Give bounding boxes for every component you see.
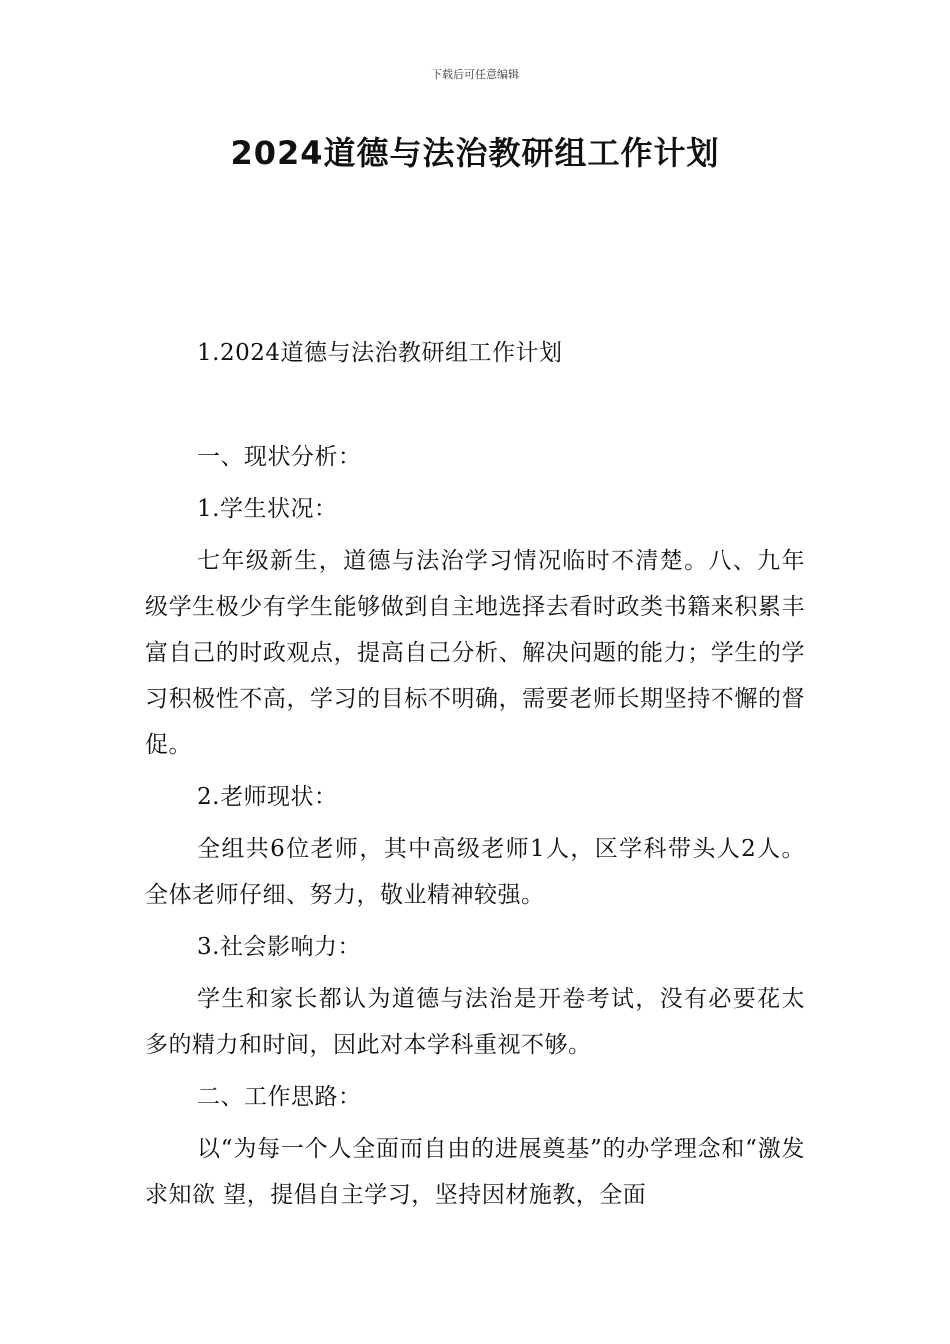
document-body (145, 330, 805, 1224)
paragraph: 七年级新生，道德与法治学习情况临时不清楚。八、九年级学生极少有学生能够做到自主地选择去看时政类书籍来积累丰富自己的时政观点，提高自己分析、解决问题的能力；学生的学习积极性不高，学习的目标不明确，需要老师长期坚持不懈的督促。 (145, 548, 805, 758)
subsection-heading: 3.社会影响力： (197, 934, 361, 960)
header-note: 下载后可任意编辑 (431, 68, 519, 81)
subsection-heading: 1.学生状况： (197, 496, 338, 522)
document-title: 2024道德与法治教研组工作计划 (230, 134, 720, 172)
section-heading: 二、工作思路： (197, 1084, 362, 1110)
paragraph: 全组共6位老师，其中高级老师1人，区学科带头人2人。全体老师仔细、努力，敬业精神较强。 (145, 836, 805, 908)
subsection-heading: 2.老师现状： (197, 784, 338, 810)
paragraph: 以“为每一个人全面而自由的进展奠基”的办学理念和“激发求知欲 望，提倡自主学习，坚持因材施教，全面 (145, 1136, 805, 1208)
toc-entry: 1.2024道德与法治教研组工作计划 (197, 340, 563, 366)
paragraph: 学生和家长都认为道德与法治是开卷考试，没有必要花太多的精力和时间，因此对本学科重视不够。 (145, 986, 805, 1058)
section-heading: 一、现状分析： (197, 444, 362, 470)
